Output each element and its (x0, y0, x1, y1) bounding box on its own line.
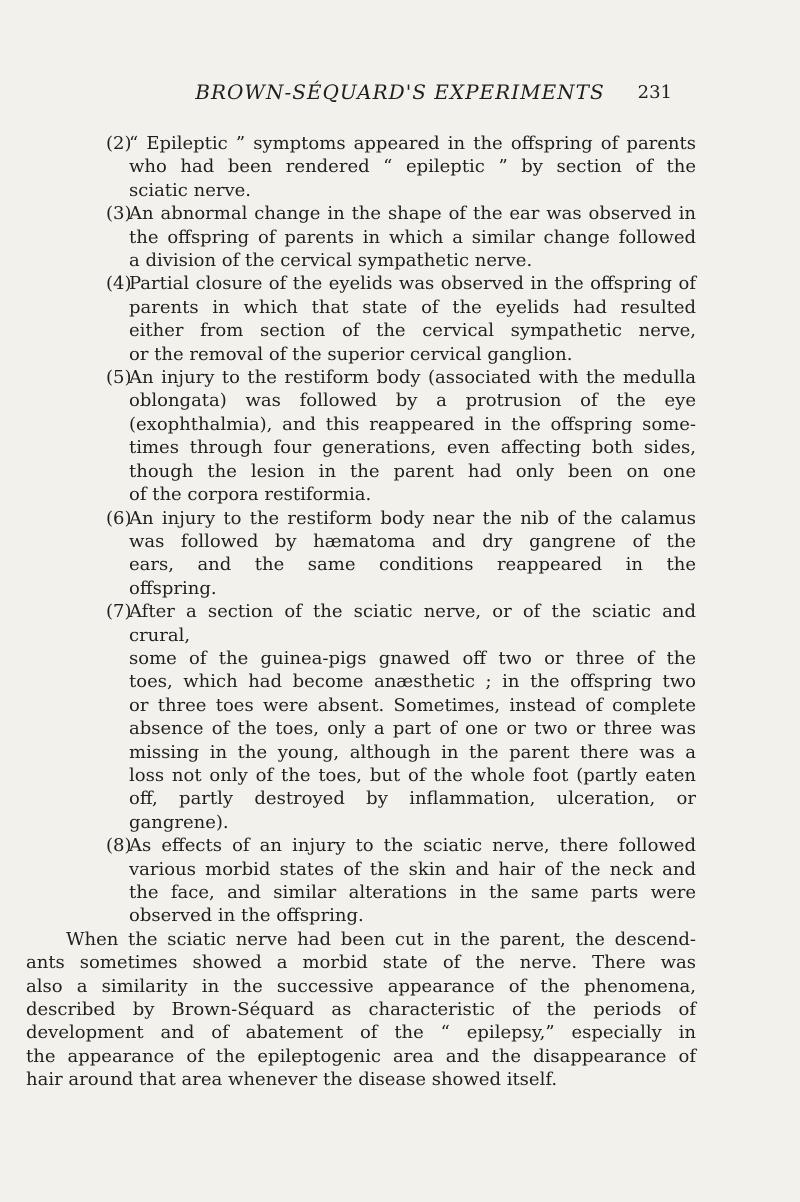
item-number: (6) (106, 507, 132, 529)
text-line: offspring. (129, 577, 217, 599)
text-line: various morbid states of the skin and hair of the neck and (129, 858, 696, 880)
text-line: As effects of an injury to the sciatic nerve, there followed (129, 835, 696, 857)
text-line: though the lesion in the parent had only been on one (129, 460, 696, 482)
text-line: or three toes were absent. Sometimes, instead of complete (129, 694, 696, 716)
text-line: loss not only of the toes, but of the whole foot (partly eaten (129, 764, 696, 786)
text-line: After a section of the sciatic nerve, or of the sciatic and crural, (129, 601, 696, 646)
text-line: either from section of the cervical sympathetic nerve, (129, 320, 696, 342)
numbered-item (66, 202, 696, 272)
numbered-item (66, 507, 696, 601)
text-line: An injury to the restiform body near the nib of the calamus (129, 507, 696, 529)
text-line: some of the guinea-pigs gnawed off two or three of the (129, 647, 696, 669)
text-line: described by Brown-Séquard as characteristic of the periods of (26, 999, 696, 1021)
numbered-item (66, 366, 696, 506)
text-line: ears, and the same conditions reappeared in the (129, 554, 696, 576)
item-number: (8) (106, 835, 132, 857)
text-line: or the removal of the superior cervical ganglion. (129, 343, 573, 365)
text-line: An abnormal change in the shape of the ear was observed in (129, 203, 696, 225)
text-line: oblongata) was followed by a protrusion of the eye (129, 390, 696, 412)
closing-paragraph (26, 928, 696, 1092)
text-line: observed in the offspring. (129, 905, 364, 927)
text-line: of the corpora restiformia. (129, 484, 372, 506)
numbered-item (66, 272, 696, 366)
text-line: “ Epileptic ” symptoms appeared in the offspring of parents (129, 133, 696, 154)
item-number: (4) (106, 273, 132, 295)
text-line: was followed by hæmatoma and dry gangrene of the (129, 530, 696, 552)
page-number: 231 (637, 82, 672, 103)
text-line: parents in which that state of the eyelids had resulted (129, 296, 696, 318)
numbered-item (66, 600, 696, 834)
text-line: a division of the cervical sympathetic nerve. (129, 250, 533, 272)
text-line: who had been rendered “ epileptic ” by section of the (129, 156, 696, 178)
text-line: An injury to the restiform body (associated with the medulla (129, 367, 696, 389)
text-line: also a similarity in the successive appearance of the phenomena, (26, 975, 696, 997)
text-line: (exophthalmia), and this reappeared in the offspring some- (129, 413, 696, 435)
text-line: the appearance of the epileptogenic area and the disappearance of (26, 1045, 696, 1067)
numbered-item (66, 132, 696, 202)
text-line: missing in the young, although in the parent there was a (129, 741, 696, 763)
text-line: off, partly destroyed by inflammation, ulceration, or (129, 788, 696, 810)
text-line: hair around that area whenever the disease showed itself. (26, 1069, 558, 1091)
page-body (26, 132, 696, 1092)
text-line: When the sciatic nerve had been cut in the parent, the descend- (66, 928, 696, 950)
numbered-item (66, 834, 696, 928)
text-line: gangrene). (129, 811, 229, 833)
text-line: absence of the toes, only a part of one or two or three was (129, 718, 696, 740)
item-number: (2) (106, 133, 132, 154)
running-title: BROWN-SÉQUARD'S EXPERIMENTS (195, 80, 605, 104)
item-number: (5) (106, 367, 132, 389)
text-line: Partial closure of the eyelids was observed in the offspring of (129, 273, 696, 295)
text-line: the face, and similar alterations in the same parts were (129, 882, 696, 903)
text-line: toes, which had become anæsthetic ; in the offspring two (129, 671, 696, 693)
text-line: times through four generations, even affecting both sides, (129, 437, 696, 459)
text-line: sciatic nerve. (129, 179, 251, 201)
item-number: (3) (106, 203, 132, 225)
text-line: ants sometimes showed a morbid state of the nerve. There was (26, 952, 696, 974)
running-head (0, 80, 800, 110)
text-line: development and of abatement of the “ epilepsy,” especially in (26, 1022, 696, 1044)
text-line: the offspring of parents in which a similar change followed (129, 226, 696, 248)
item-number: (7) (106, 601, 132, 623)
